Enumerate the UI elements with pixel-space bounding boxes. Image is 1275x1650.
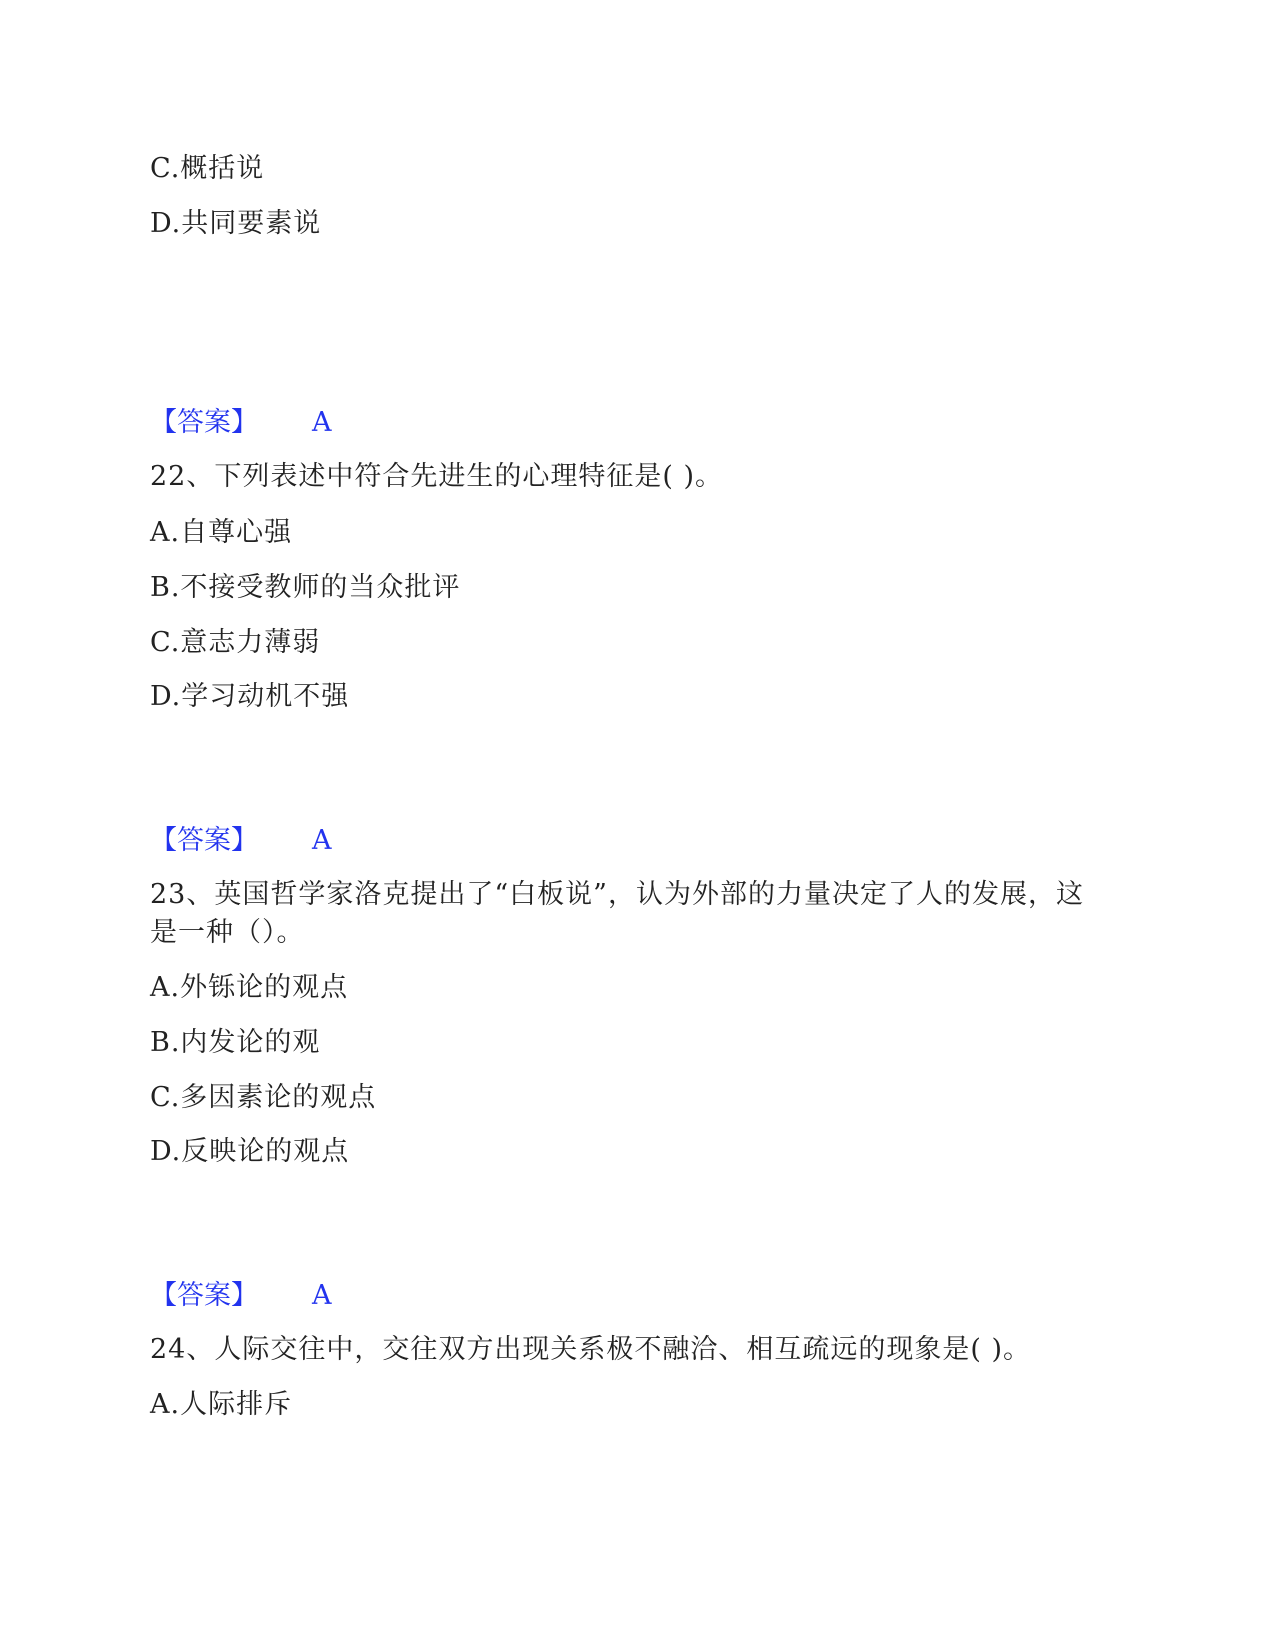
answer-value: A <box>312 1280 332 1311</box>
q22-option-c: C.意志力薄弱 <box>150 627 321 658</box>
answer-label: 【答案】 <box>150 825 258 856</box>
answer-label: 【答案】 <box>150 407 258 438</box>
q21-option-b: C.概括说 <box>150 153 265 184</box>
q23-stem-line1: 23、英国哲学家洛克提出了“白板说”，认为外部的力量决定了人的发展，这 <box>150 879 1084 910</box>
q23-option-c: C.多因素论的观点 <box>150 1082 377 1113</box>
answer-label: 【答案】 <box>150 1280 258 1311</box>
q22-stem: 22、下列表述中符合先进生的心理特征是( )。 <box>150 461 724 492</box>
q22-option-b: B.不接受教师的当众批评 <box>150 572 461 603</box>
answer-value: A <box>312 407 332 438</box>
q23-option-b: B.内发论的观 <box>150 1027 321 1058</box>
q23-option-d: D.反映论的观点 <box>150 1136 350 1167</box>
q21-answer <box>150 404 332 442</box>
q23-answer <box>150 1277 332 1315</box>
q24-stem: 24、人际交往中，交往双方出现关系极不融洽、相互疏远的现象是( )。 <box>150 1334 1032 1365</box>
q21-option-c: D.共同要素说 <box>150 208 322 239</box>
q22-option-a: A.自尊心强 <box>150 517 293 548</box>
q22-answer <box>150 822 332 860</box>
q24-option-a: A.人际排斥 <box>150 1389 293 1420</box>
q23-stem-line2: 是一种（）。 <box>150 917 305 948</box>
q23-option-a: A.外铄论的观点 <box>150 972 349 1003</box>
q22-option-d: D.学习动机不强 <box>150 681 350 712</box>
answer-value: A <box>312 825 332 856</box>
